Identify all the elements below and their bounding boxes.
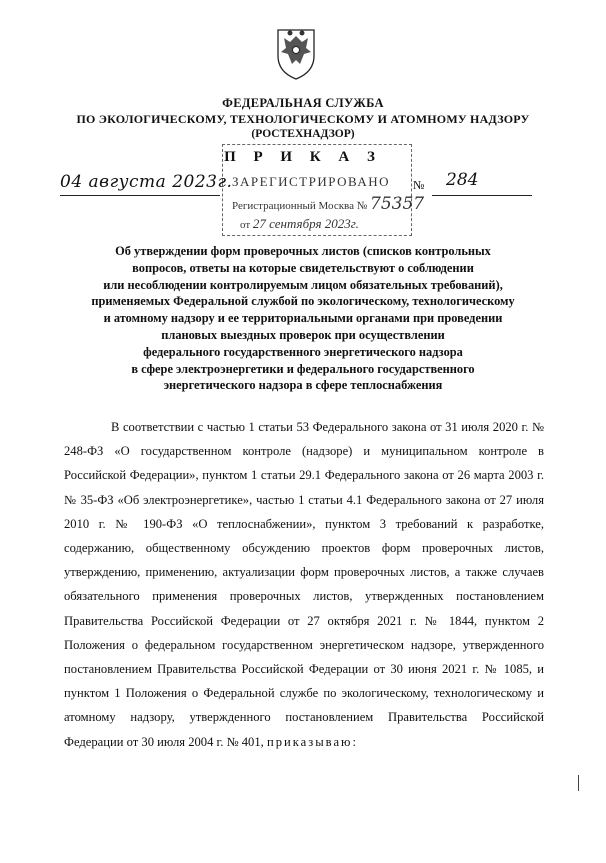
title-line: или несоблюдении контролируемым лицом обязательных требований),	[103, 277, 503, 292]
document-type: П Р И К А З	[224, 149, 382, 165]
stamp-reg-no-label: №	[356, 200, 368, 212]
title-line: в сфере электроэнергетики и федерального государственного	[131, 361, 475, 376]
stamp-city: Москва	[318, 200, 354, 212]
stamp-reg-label: Регистрационный	[232, 200, 316, 212]
agency-name-line2: ПО ЭКОЛОГИЧЕСКОМУ, ТЕХНОЛОГИЧЕСКОМУ И АТОМНОМУ НАДЗОРУ	[76, 112, 530, 126]
title-line: плановых выездных проверок при осуществлении	[161, 327, 445, 342]
stamp-date-line	[240, 216, 359, 232]
title-line: энергетического надзора в сфере теплоснабжения	[163, 378, 443, 393]
stamp-title: ЗАРЕГИСТРИРОВАНО	[232, 174, 390, 189]
date-underline	[60, 195, 220, 196]
order-number: 284	[446, 170, 479, 190]
title-line: федерального государственного энергетического надзора	[143, 344, 463, 359]
title-line: вопросов, ответы на которые свидетельствуют о соблюдении	[132, 260, 474, 275]
coat-of-arms-icon	[270, 22, 322, 82]
stamp-date-label: от	[240, 219, 251, 231]
title-line: Об утверждении форм проверочных листов (списков контрольных	[115, 244, 491, 258]
stamp-reg-number: 75357	[370, 194, 425, 214]
number-underline	[432, 195, 532, 196]
preamble-paragraph	[64, 415, 544, 754]
command-word: приказываю:	[266, 734, 358, 749]
title-line: и атомному надзору и ее территориальными органами при проведении	[103, 311, 503, 326]
agency-abbreviation: (РОСТЕХНАДЗОР)	[251, 128, 355, 140]
document-title	[50, 243, 556, 394]
title-line: применяемых Федеральной службой по экологическому, технологическому	[91, 294, 515, 309]
order-number-label: №	[413, 178, 425, 192]
preamble-text: В соответствии с частью 1 статьи 53 Федерального закона от 31 июля 2020 г. № 248-ФЗ «О государственном контроле (надзоре) и муниципальном контроле в Российской Федерации», пунктом 1 статьи 29.1 Федерального закона от 26 марта 2003 г. № 35-ФЗ «Об электроэнергетике», частью 1 статьи 4.1 Федерального закона от 27 июля 2010 г. № 190-ФЗ «О теплоснабжении», пунктом 3 требований к разработке, содержанию, общественному обсуждению проектов форм проверочных листов, утверждению, применению, актуализации форм проверочных листов, а также случаев обязательного применения проверочных листов, утвержденных постановлением Правительства Российской Федерации от 27 октября 2021 г. № 1844, пунктом 2 Положения о федеральном государственном энергетическом надзоре, утвержденного постановлением Правительства Российской Федерации от 30 июня 2021 г. № 1085, и пунктом 1 Положения о Федеральной службе по экологическому, технологическому и атомному надзору, утвержденного постановлением Правительства Российской Федерации от 30 июля 2004 г. № 401,	[64, 420, 544, 749]
margin-mark	[578, 775, 579, 791]
agency-name-line1: ФЕДЕРАЛЬНАЯ СЛУЖБА	[222, 96, 384, 110]
stamp-date: 27 сентября 2023г.	[252, 216, 359, 231]
order-date: 04 августа 2023г.	[60, 172, 233, 192]
stamp-registration-line	[232, 194, 424, 214]
